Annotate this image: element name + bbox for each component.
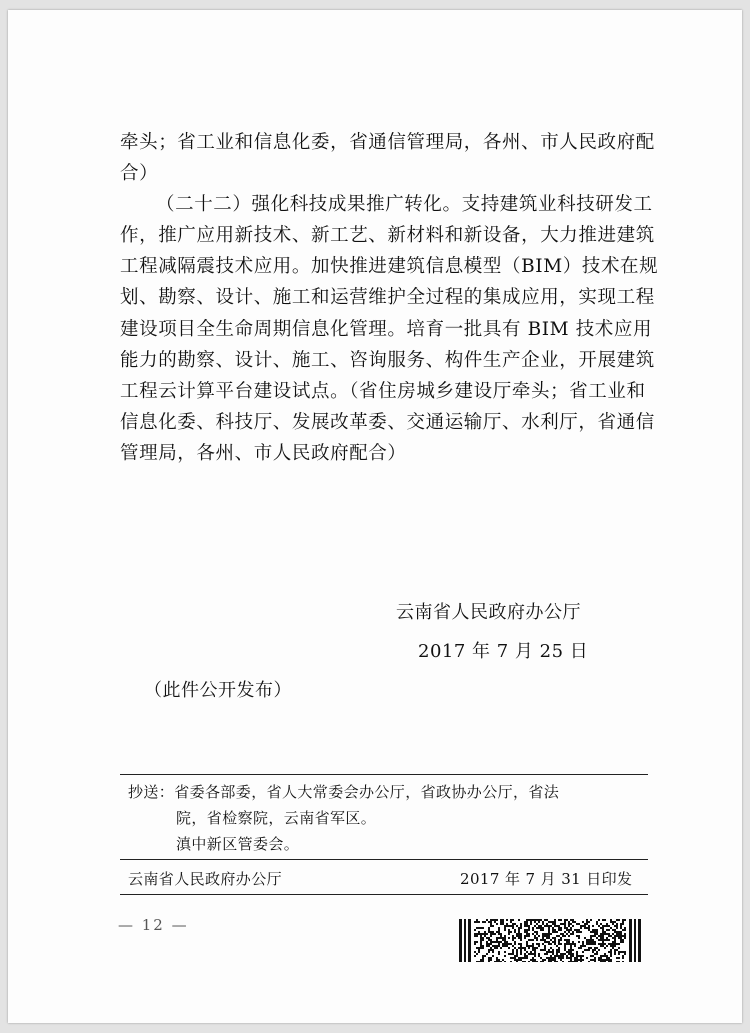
issuer: 云南省人民政府办公厅 [128, 870, 283, 888]
body-line: 划、勘察、设计、施工和运营维护全过程的集成应用，实现工程 [120, 287, 655, 308]
body-line: 管理局，各州、市人民政府配合） [120, 443, 407, 464]
issue-date: 2017 年 7 月 31 日印发 [460, 870, 633, 888]
cc-line: 院，省检察院，云南省军区。 [176, 809, 377, 827]
cc-line: 抄送：省委各部委，省人大常委会办公厅，省政协办公厅，省法 [128, 783, 560, 801]
bottom-rule [120, 894, 648, 895]
body-line: 信息化委、科技厅、发展改革委、交通运输厅、水利厅，省通信 [120, 412, 655, 433]
body-line: 工程云计算平台建设试点。（省住房城乡建设厅牵头；省工业和 [120, 381, 646, 402]
page-number: — 12 — [118, 916, 189, 934]
body-line: 作，推广应用新技术、新工艺、新材料和新设备，大力推进建筑 [120, 225, 655, 246]
body-line: （二十二）强化科技成果推广转化。支持建筑业科技研发工 [156, 194, 653, 215]
body-line: 合） [120, 163, 159, 184]
signature-date: 2017 年 7 月 25 日 [418, 641, 589, 662]
top-rule [120, 774, 648, 775]
body-line: 建设项目全生命周期信息化管理。培育一批具有 BIM 技术应用 [120, 319, 653, 340]
barcode-icon [459, 919, 642, 962]
body-line: 牵头；省工业和信息化委，省通信管理局，各州、市人民政府配 [120, 132, 655, 153]
publication-note: （此件公开发布） [144, 680, 292, 701]
body-line: 能力的勘察、设计、施工、咨询服务、构件生产企业，开展建筑 [120, 350, 655, 371]
cc-line: 滇中新区管委会。 [176, 835, 300, 853]
middle-rule [120, 859, 648, 860]
body-line: 工程减隔震技术应用。加快推进建筑信息模型（BIM）技术在规 [120, 256, 659, 277]
document-page [8, 10, 742, 1023]
signature-org: 云南省人民政府办公厅 [396, 602, 581, 623]
